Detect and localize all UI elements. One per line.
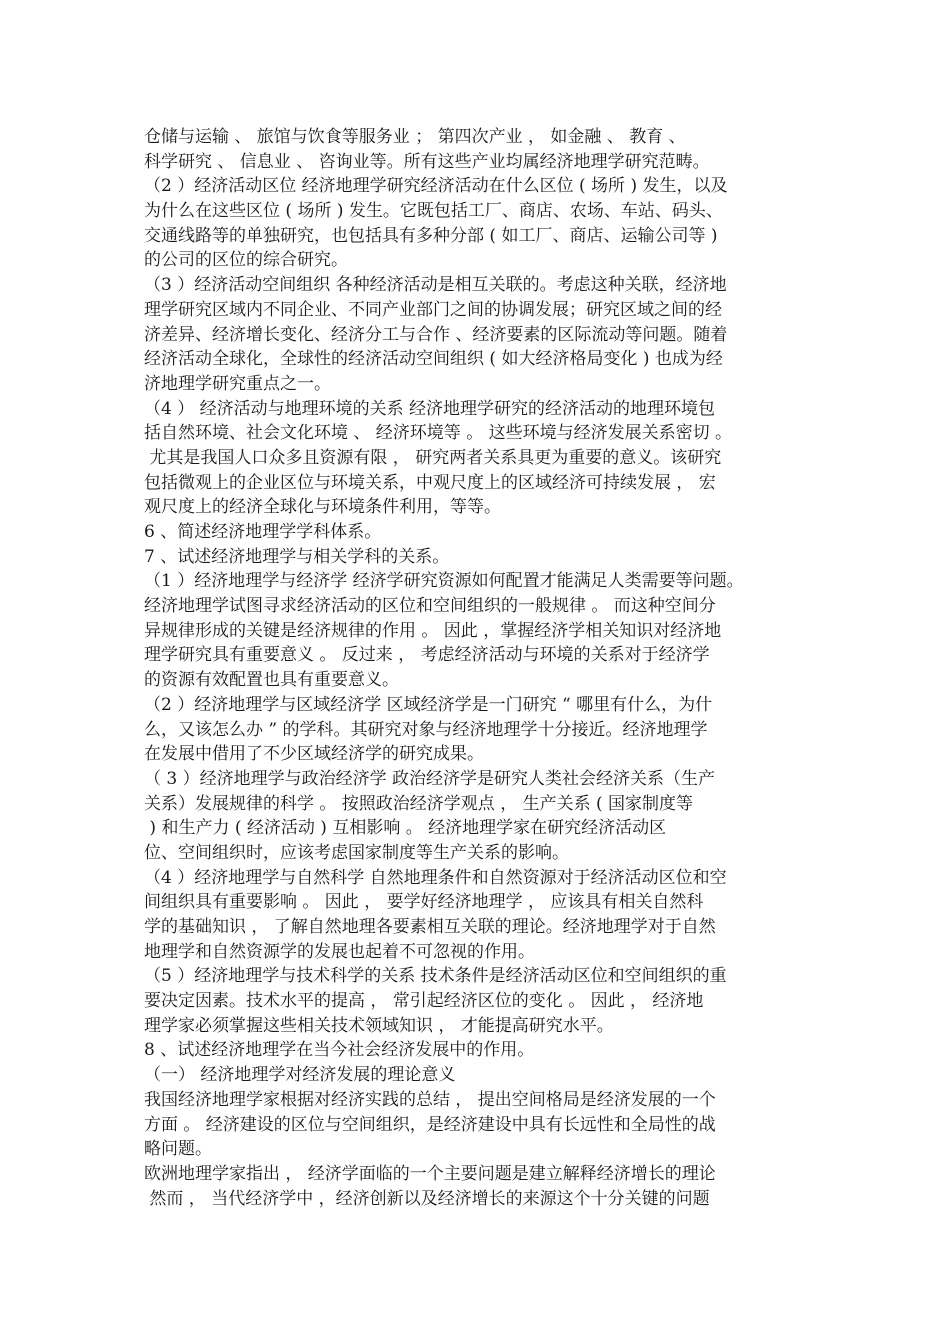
text-line: 我国经济地理学家根据对经济实践的总结 ， 提出空间格局是经济发展的一个 bbox=[144, 1089, 716, 1110]
text-line: 为什么在这些区位 ( 场所 ) 发生。它既包括工厂、商店、农场、车站、码头、 bbox=[144, 201, 723, 222]
text-line: 学的基础知识 ， 了解自然地理各要素相互关联的理论。经济地理学对于自然 bbox=[144, 917, 716, 937]
text-line: 略问题。 bbox=[144, 1139, 212, 1160]
document-body bbox=[144, 125, 824, 1211]
text-line: （2 ）经济活动区位 经济地理学研究经济活动在什么区位 ( 场所 ) 发生，以及 bbox=[144, 176, 728, 197]
text-line: （一） 经济地理学对经济发展的理论意义 bbox=[144, 1065, 456, 1086]
text-line: 经济地理学试图寻求经济活动的区位和空间组织的一般规律 。 而这种空间分 bbox=[144, 596, 716, 617]
text-line: 仓储与运输 、 旅馆与饮食等服务业 ； 第四次产业 ， 如金融 、 教育 、 bbox=[144, 127, 686, 147]
text-line: 的资源有效配置也具有重要意义。 bbox=[144, 670, 399, 691]
text-line: 在发展中借用了不少区域经济学的研究成果。 bbox=[144, 744, 484, 765]
text-line: 济差异、经济增长变化、经济分工与合作 、经济要素的区际流动等问题。随着 bbox=[144, 324, 728, 345]
text-line: 济地理学研究重点之一。 bbox=[144, 373, 331, 394]
text-line: 的公司的区位的综合研究。 bbox=[144, 250, 348, 271]
text-line: （5 ）经济地理学与技术科学的关系 技术条件是经济活动区位和空间组织的重 bbox=[144, 966, 727, 987]
text-line: 间组织具有重要影响 。 因此 ， 要学好经济地理学 ， 应该具有相关自然科 bbox=[144, 892, 704, 913]
text-line: 包括微观上的企业区位与环境关系，中观尺度上的区域经济可持续发展 ， 宏 bbox=[144, 472, 716, 493]
text-line: 尤其是我国人口众多且资源有限 ， 研究两者关系具更为重要的意义。该研究 bbox=[144, 447, 722, 468]
text-line: （2 ）经济地理学与区域经济学 区域经济学是一门研究 “ 哪里有什么，为什 bbox=[144, 694, 713, 715]
text-line: 观尺度上的经济全球化与环境条件利用，等等。 bbox=[144, 497, 501, 518]
text-line: 理学研究区域内不同企业、不同产业部门之间的协调发展；研究区域之间的经 bbox=[144, 299, 722, 320]
text-line: 科学研究 、 信息业 、 咨询业等。所有这些产业均属经济地理学研究范畴。 bbox=[144, 151, 710, 172]
text-line: ) 和生产力 ( 经济活动 ) 互相影响 。 经济地理学家在研究经济活动区 bbox=[144, 818, 667, 839]
text-line: 8 、试述经济地理学在当今社会经济发展中的作用。 bbox=[144, 1040, 535, 1061]
text-line: 6 、简述经济地理学学科体系。 bbox=[144, 522, 382, 542]
text-line: 7 、试述经济地理学与相关学科的关系。 bbox=[144, 546, 450, 567]
text-line: 经济活动全球化，全球性的经济活动空间组织 ( 如大经济格局变化 ) 也成为经 bbox=[144, 349, 723, 370]
text-line: 异规律形成的关键是经济规律的作用 。 因此 ，掌握经济学相关知识对经济地 bbox=[144, 620, 722, 641]
text-line: （4 ）经济地理学与自然科学 自然地理条件和自然资源对于经济活动区位和空 bbox=[144, 867, 727, 888]
text-line: 理学家必须掌握这些相关技术领域知识 ， 才能提高研究水平。 bbox=[144, 1015, 614, 1036]
text-line: 括自然环境、社会文化环境 、 经济环境等 。 这些环境与经济发展关系密切 。 bbox=[144, 423, 733, 444]
text-line: 么，又该怎么办 ” 的学科。其研究对象与经济地理学十分接近。经济地理学 bbox=[144, 719, 708, 740]
text-line: 然而 ， 当代经济学中 ，经济创新以及经济增长的来源这个十分关键的问题 bbox=[144, 1188, 710, 1209]
text-line: （1 ）经济地理学与经济学 经济学研究资源如何配置才能满足人类需要等问题。 bbox=[144, 571, 744, 592]
text-line: （4 ） 经济活动与地理环境的关系 经济地理学研究的经济活动的地理环境包 bbox=[144, 398, 716, 419]
text-line: （ 3 ）经济地理学与政治经济学 政治经济学是研究人类社会经济关系（生产 bbox=[144, 768, 716, 789]
text-line: 关系）发展规律的科学 。 按照政治经济学观点 ， 生产关系 ( 国家制度等 bbox=[144, 793, 694, 814]
text-line: （3 ）经济活动空间组织 各种经济活动是相互关联的。考虑这种关联，经济地 bbox=[144, 275, 727, 296]
text-line: 位、空间组织时，应该考虑国家制度等生产关系的影响。 bbox=[144, 842, 569, 863]
text-line: 要决定因素。技术水平的提高 ， 常引起经济区位的变化 。 因此 ， 经济地 bbox=[144, 991, 704, 1012]
text-line: 地理学和自然资源学的发展也起着不可忽视的作用。 bbox=[144, 941, 535, 962]
text-line: 欧洲地理学家指出 ， 经济学面临的一个主要问题是建立解释经济增长的理论 bbox=[144, 1163, 716, 1184]
text-line: 方面 。 经济建设的区位与空间组织，是经济建设中具有长远性和全局性的战 bbox=[144, 1114, 716, 1135]
text-line: 理学研究具有重要意义 。 反过来 ， 考虑经济活动与环境的关系对于经济学 bbox=[144, 645, 710, 666]
text-line: 交通线路等的单独研究，也包括具有多种分部 ( 如工厂、商店、运输公司等 ) bbox=[144, 225, 718, 246]
